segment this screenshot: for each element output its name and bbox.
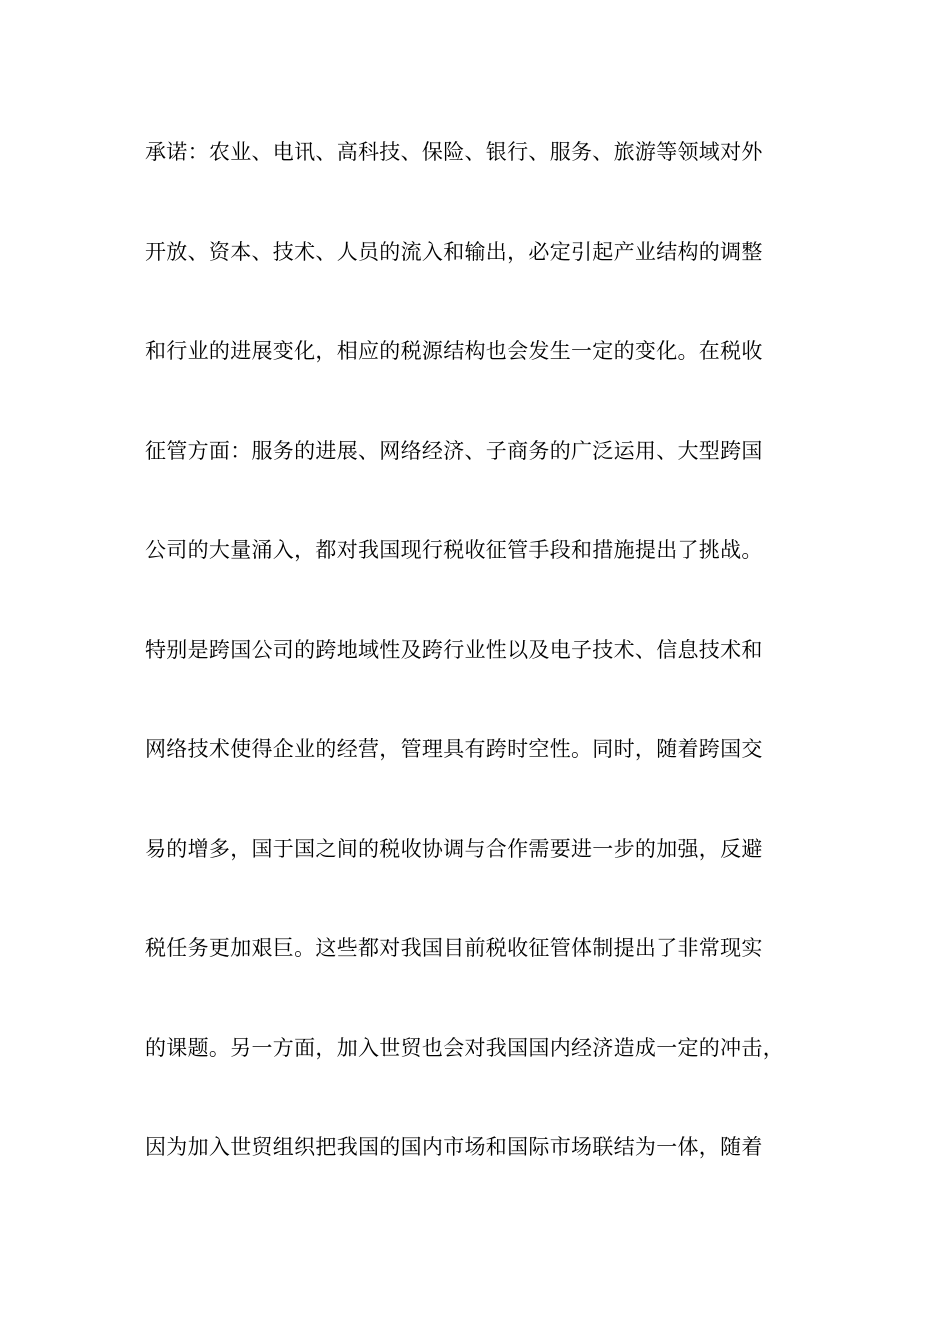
- text-line: 易的增多，国于国之间的税收协调与合作需要进一步的加强，反避: [145, 836, 763, 861]
- text-line: 承诺：农业、电讯、高科技、保险、银行、服务、旅游等领域对外: [145, 140, 763, 164]
- text-line: 和行业的进展变化，相应的税源结构也会发生一定的变化。在税收: [145, 339, 763, 363]
- text-line: 税任务更加艰巨。这些都对我国目前税收征管体制提出了非常现实: [145, 936, 763, 960]
- text-line: 征管方面：服务的进展、网络经济、子商务的广泛运用、大型跨国: [145, 438, 763, 463]
- text-line: 网络技术使得企业的经营，管理具有跨时空性。同时，随着跨国交: [145, 737, 763, 761]
- text-line: 公司的大量涌入，都对我国现行税收征管手段和措施提出了挑战。: [145, 538, 763, 562]
- text-line: 因为加入世贸组织把我国的国内市场和国际市场联结为一体，随着: [145, 1135, 763, 1159]
- body-text: [145, 130, 825, 1225]
- text-line: 特别是跨国公司的跨地域性及跨行业性以及电子技术、信息技术和: [145, 637, 763, 662]
- text-line: 的课题。另一方面，加入世贸也会对我国国内经济造成一定的冲击，: [145, 1035, 784, 1060]
- text-line: 开放、资本、技术、人员的流入和输出，必定引起产业结构的调整: [145, 239, 763, 264]
